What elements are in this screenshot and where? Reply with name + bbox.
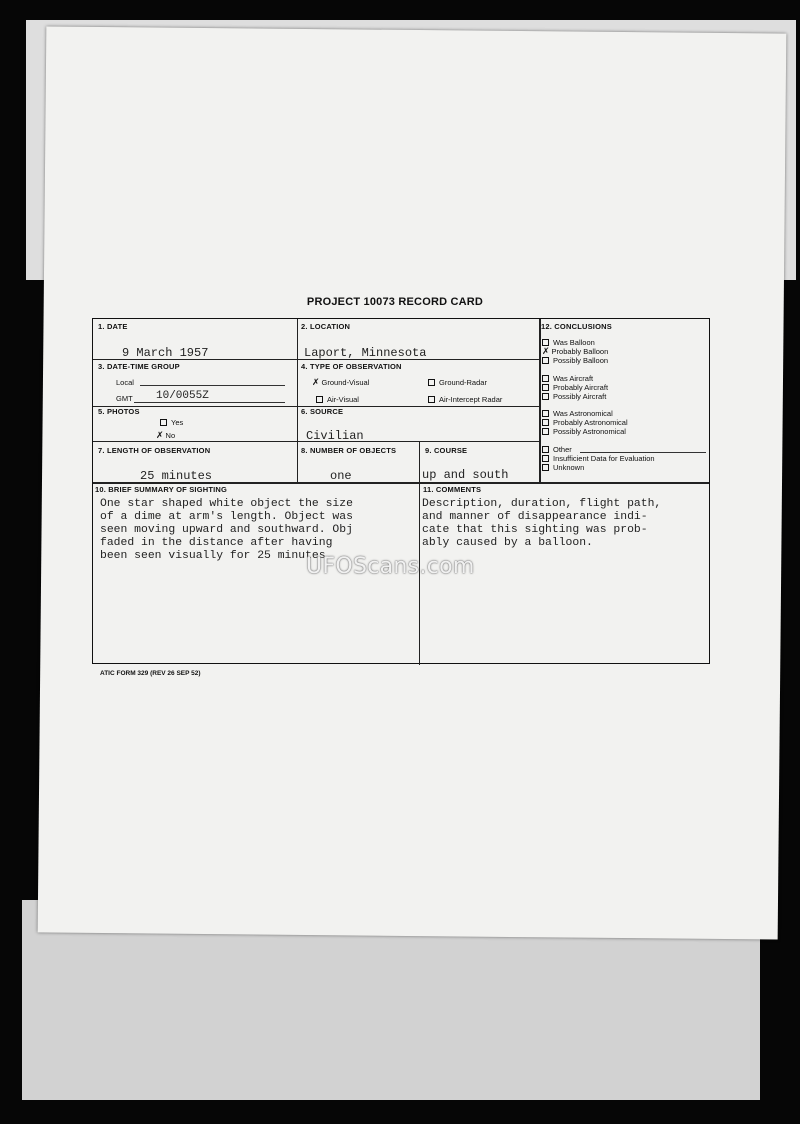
summary-label: 10. BRIEF SUMMARY OF SIGHTING <box>95 485 228 494</box>
conclusion-probably-astronomical: Probably Astronomical <box>542 418 628 427</box>
checkbox-icon <box>428 379 435 386</box>
gmt-value: 10/0055Z <box>156 390 209 402</box>
checkbox-icon <box>542 339 549 346</box>
gmt-line <box>134 402 285 403</box>
watermark: UFOScans.com <box>306 554 475 579</box>
conclusion-was-astronomical: Was Astronomical <box>542 409 613 418</box>
comments-label: 11. COMMENTS <box>423 485 482 494</box>
summary-line: faded in the distance after having <box>100 537 333 549</box>
other-line <box>580 452 706 453</box>
checkbox-icon <box>542 393 549 400</box>
card-title: PROJECT 10073 RECORD CARD <box>306 296 484 308</box>
date-time-group-label: 3. DATE-TIME GROUP <box>98 362 180 371</box>
checkbox-icon <box>428 396 435 403</box>
checkbox-icon <box>542 410 549 417</box>
gmt-label: GMT <box>116 394 133 403</box>
conclusion-insufficient-data: Insufficient Data for Evaluation <box>542 454 655 463</box>
conclusion-was-aircraft: Was Aircraft <box>542 374 593 383</box>
date-label: 1. DATE <box>98 322 128 331</box>
checkbox-icon <box>542 357 549 364</box>
checkbox-icon <box>542 428 549 435</box>
checkbox-icon <box>542 464 549 471</box>
photos-yes: Yes <box>160 418 183 427</box>
conclusions-label: 12. CONCLUSIONS <box>541 322 612 331</box>
summary-line: been seen visually for 25 minutes. <box>100 550 333 562</box>
divider-col-1 <box>297 319 298 482</box>
checked-x-icon: ✗ <box>312 378 320 388</box>
conclusion-probably-balloon: ✗ Probably Balloon <box>542 347 609 357</box>
length-value: 25 minutes <box>140 469 213 483</box>
summary-line: seen moving upward and southward. Obj <box>100 524 353 536</box>
comments-line: and manner of disappearance indi- <box>422 511 648 523</box>
source-value: Civilian <box>306 429 364 443</box>
option-air-intercept-radar: Air-Intercept Radar <box>428 395 502 404</box>
course-value: up and south <box>422 468 509 482</box>
conclusion-possibly-astronomical: Possibly Astronomical <box>542 427 626 436</box>
location-value: Laport, Minnesota <box>304 346 427 360</box>
checkbox-icon <box>542 446 549 453</box>
checkbox-icon <box>542 375 549 382</box>
checkbox-icon <box>160 419 167 426</box>
type-of-observation-label: 4. TYPE OF OBSERVATION <box>301 362 402 371</box>
date-value: 9 March 1957 <box>122 346 209 360</box>
option-ground-visual: ✗ Ground-Visual <box>312 378 370 388</box>
divider-course <box>419 441 420 482</box>
checked-x-icon: ✗ <box>542 347 550 357</box>
conclusion-probably-aircraft: Probably Aircraft <box>542 383 608 392</box>
checkbox-icon <box>542 455 549 462</box>
option-air-visual: Air-Visual <box>316 395 359 404</box>
summary-line: One star shaped white object the size <box>100 498 353 510</box>
summary-line: of a dime at arm's length. Object was <box>100 511 353 523</box>
local-label: Local <box>116 378 134 387</box>
course-label: 9. COURSE <box>425 446 468 455</box>
comments-text <box>422 498 661 550</box>
checked-x-icon: ✗ <box>156 431 164 441</box>
form-number: ATIC FORM 329 (REV 26 SEP 52) <box>100 670 201 677</box>
conclusion-other: Other <box>542 445 572 454</box>
photos-label: 5. PHOTOS <box>98 407 140 416</box>
source-label: 6. SOURCE <box>301 407 344 416</box>
photos-no: ✗ No <box>156 431 176 441</box>
num-objects-label: 8. NUMBER OF OBJECTS <box>301 446 397 455</box>
conclusion-unknown: Unknown <box>542 463 584 472</box>
conclusion-possibly-balloon: Possibly Balloon <box>542 356 608 365</box>
num-objects-value: one <box>330 469 352 483</box>
comments-line: Description, duration, flight path, <box>422 498 662 510</box>
conclusion-possibly-aircraft: Possibly Aircraft <box>542 392 606 401</box>
local-line <box>140 385 285 386</box>
length-label: 7. LENGTH OF OBSERVATION <box>98 446 211 455</box>
comments-line: ably caused by a balloon. <box>422 537 593 549</box>
checkbox-icon <box>542 384 549 391</box>
location-label: 2. LOCATION <box>301 322 351 331</box>
checkbox-icon <box>316 396 323 403</box>
divider-conclusions <box>539 319 541 482</box>
comments-line: cate that this sighting was prob- <box>422 524 648 536</box>
checkbox-icon <box>542 419 549 426</box>
option-ground-radar: Ground-Radar <box>428 378 487 387</box>
conclusion-was-balloon: Was Balloon <box>542 338 595 347</box>
